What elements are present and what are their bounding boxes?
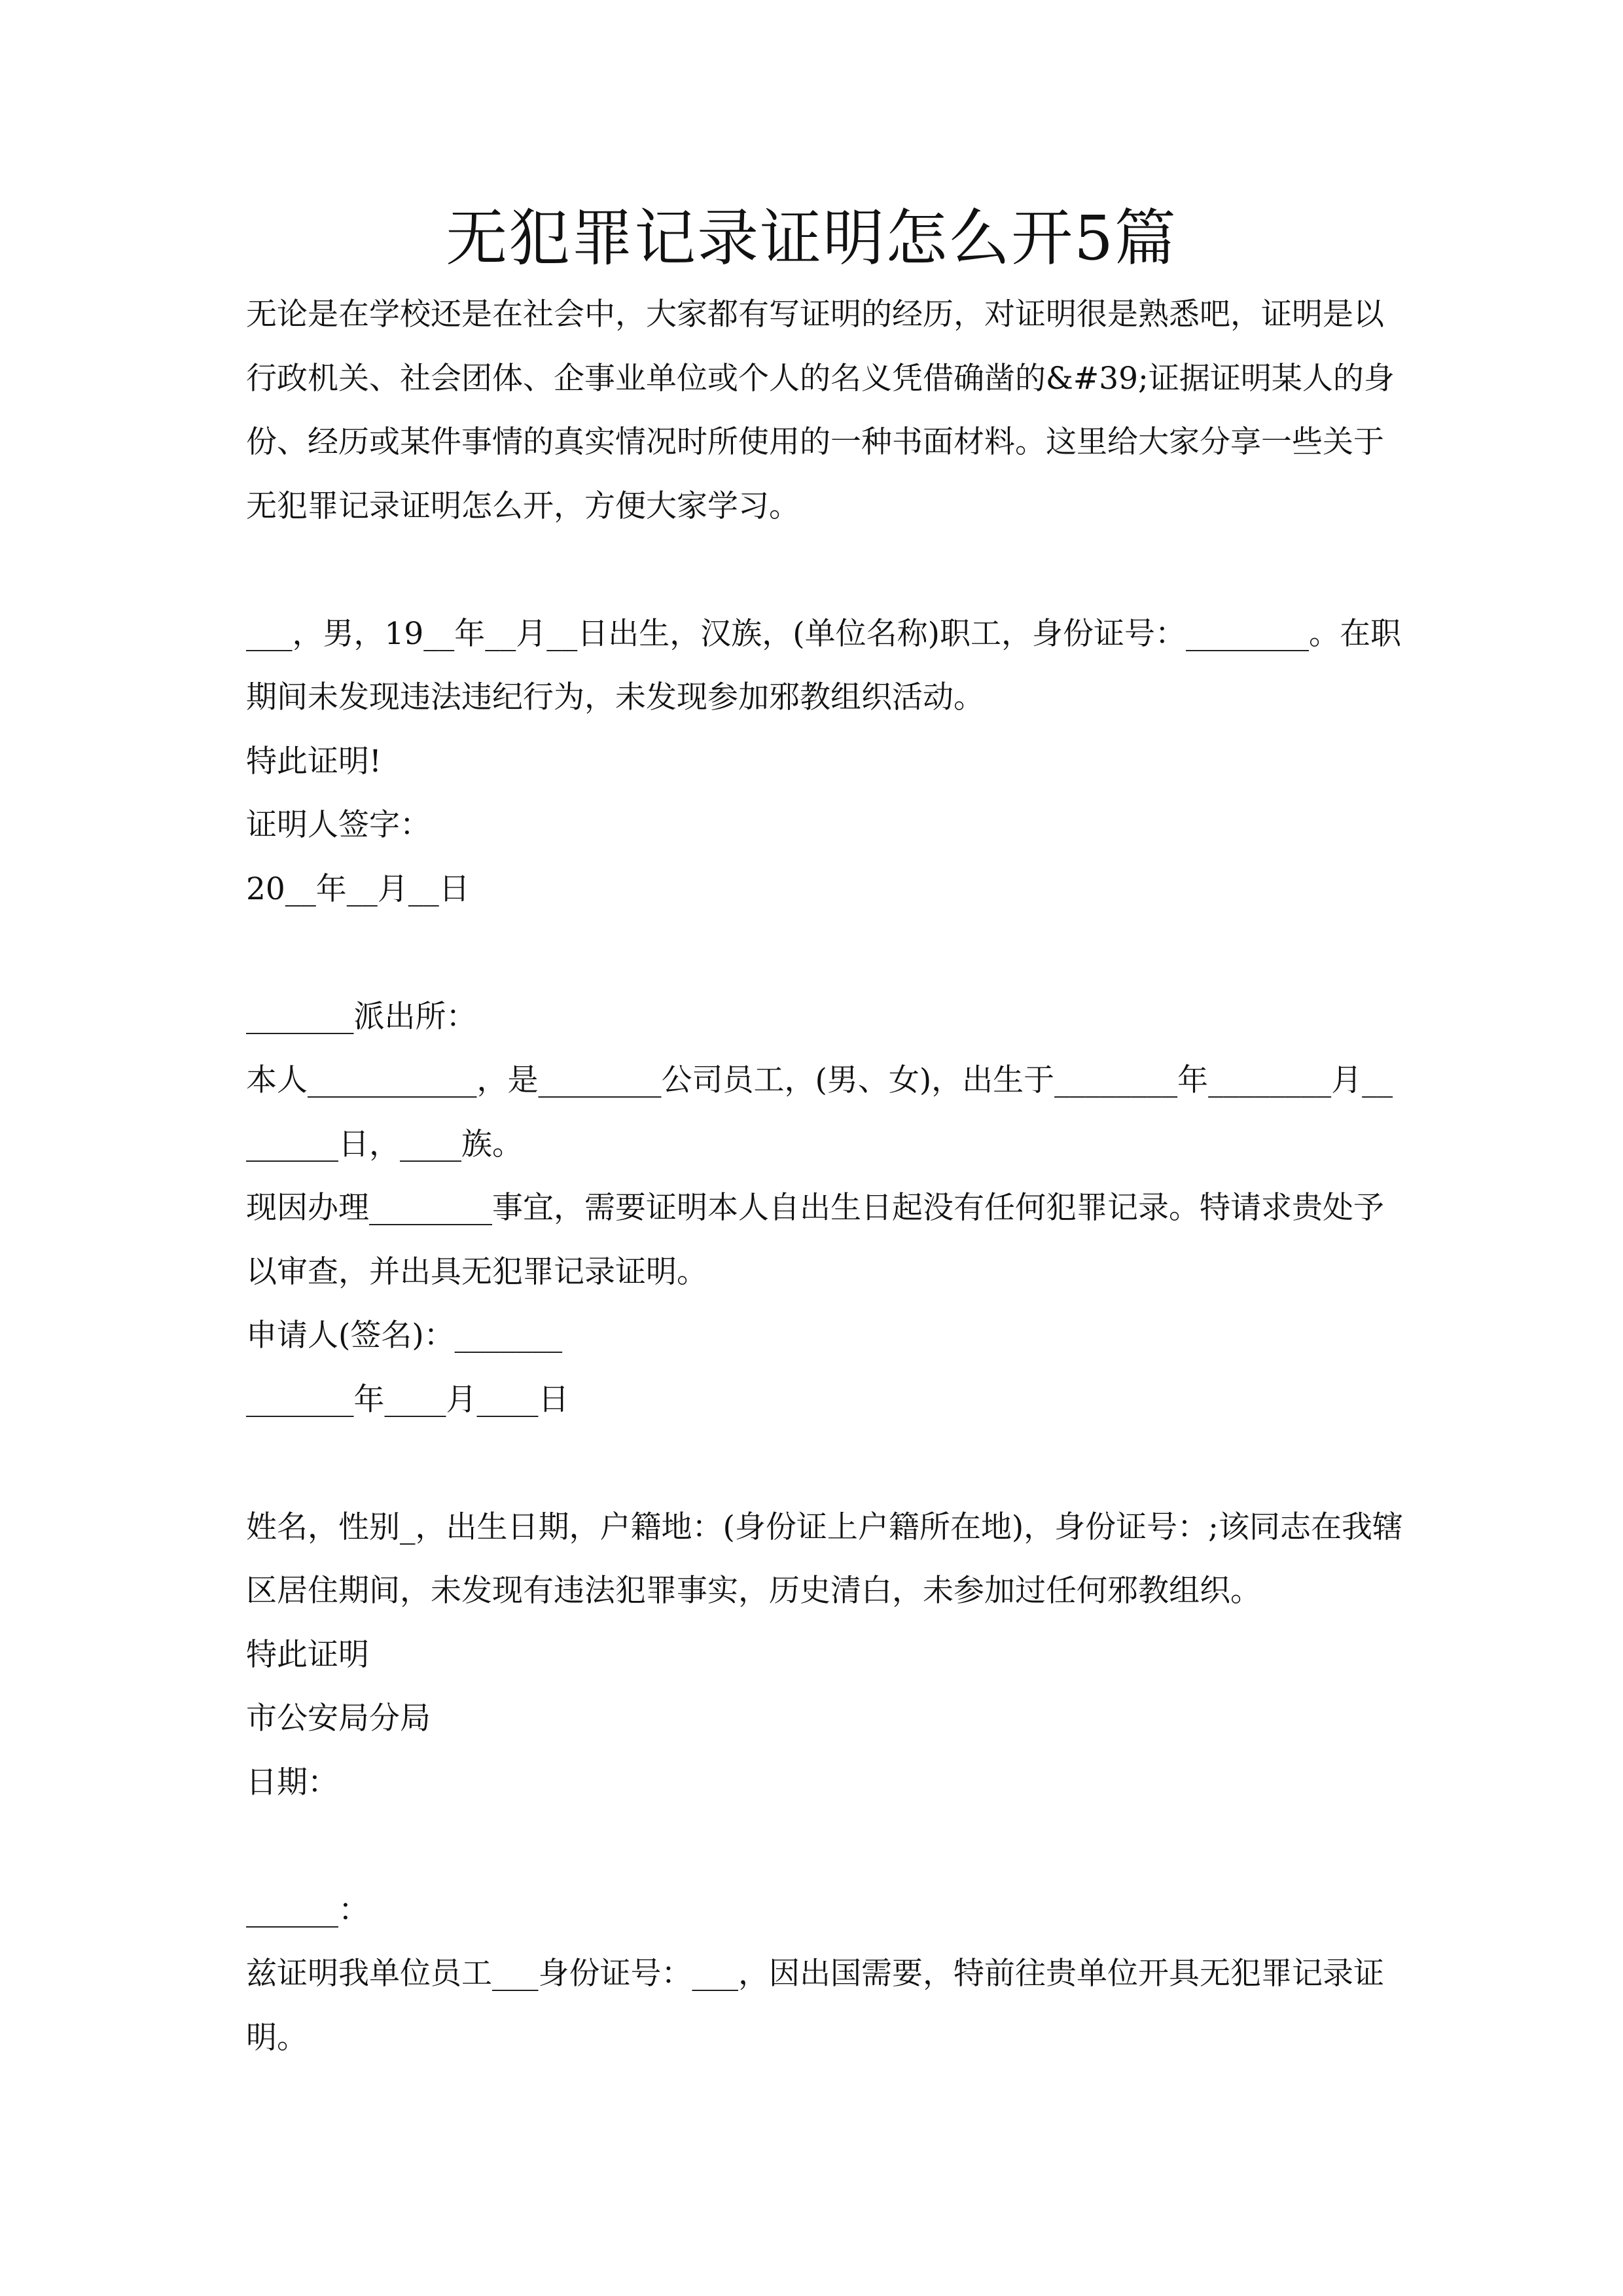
section-1 (246, 602, 1404, 922)
section-3-issuer: 市公安局分局 (246, 1700, 431, 1736)
document-body (246, 283, 1404, 2070)
section-1-closing: 特此证明! (246, 743, 382, 780)
section-2-date: _______年____月____日 (246, 1381, 569, 1418)
section-1-date: 20__年__月__日 (246, 870, 470, 907)
section-3-closing: 特此证明 (246, 1636, 369, 1673)
section-3-date: 日期： (246, 1764, 338, 1801)
section-1-signer: 证明人签字： (246, 807, 431, 843)
section-4-body: 兹证明我单位员工___身份证号：___，因出国需要，特前往贵单位开具无犯罪记录证明。 (246, 1956, 1384, 2056)
section-3-body: 姓名，性别_，出生日期，户籍地：(身份证上户籍所在地)，身份证号：;该同志在我辖区居住期间，未发现有违法犯罪事实，历史清白，未参加过任何邪教组织。 (246, 1509, 1404, 1609)
intro-paragraph: 无论是在学校还是在社会中，大家都有写证明的经历，对证明很是熟悉吧，证明是以行政机关、社会团体、企事业单位或个人的名义凭借确凿的&#39;证据证明某人的身份、经历或某件事情的真实情况时所使用的一种书面材料。这里给大家分享一些关于无犯罪记录证明怎么开，方便大家学习。 (246, 296, 1395, 524)
section-2-applicant: 申请人(签名)：_______ (246, 1318, 563, 1354)
section-4-addressee: ______： (246, 1892, 369, 1928)
section-2 (246, 985, 1404, 1432)
section-2-body-2: 现因办理________事宜，需要证明本人自出生日起没有任何犯罪记录。特请求贵处予以审查，并出具无犯罪记录证明。 (246, 1190, 1384, 1290)
section-1-body: ___，男，19__年__月__日出生，汉族，(单位名称)职工，身份证号：________。在职期间未发现违法违纪行为，未发现参加邪教组织活动。 (246, 615, 1401, 715)
section-2-addressee: _______派出所： (246, 998, 477, 1035)
section-4 (246, 1878, 1404, 2070)
section-3 (246, 1496, 1404, 1815)
document-title: 无犯罪记录证明怎么开5篇 (446, 203, 1177, 274)
section-2-body-1: 本人___________，是________公司员工，(男、女)，出生于________年________月________日，____族。 (246, 1062, 1393, 1162)
